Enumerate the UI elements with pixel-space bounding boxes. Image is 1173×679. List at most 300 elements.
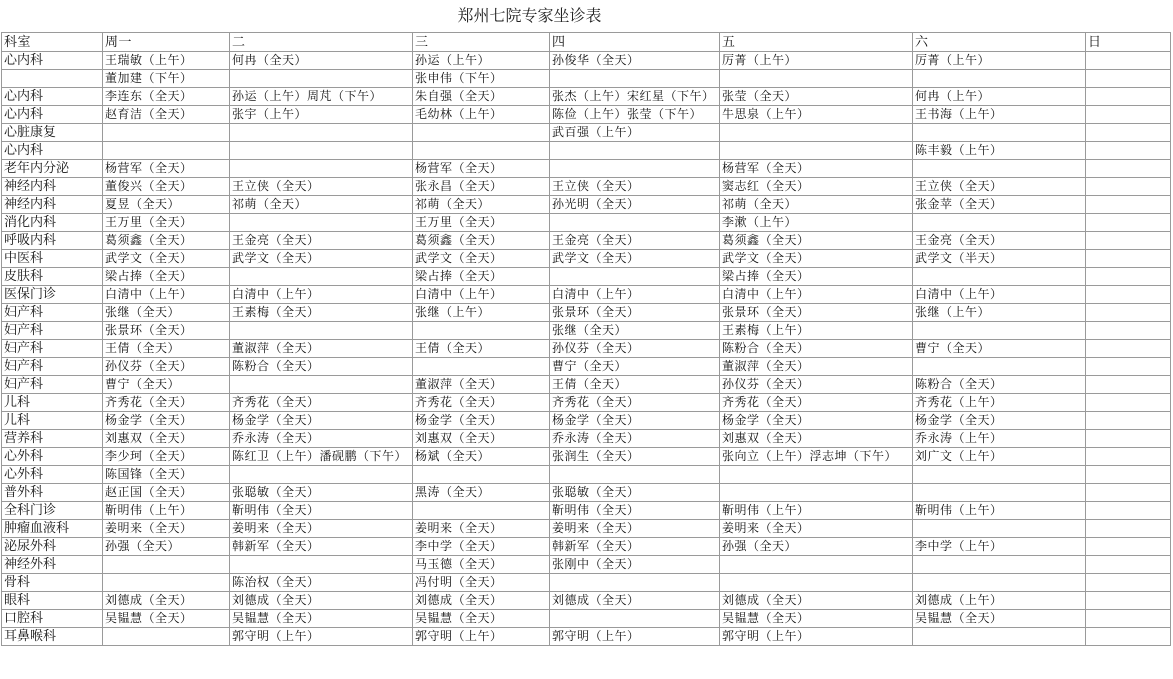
doctor-cell [1086,178,1171,196]
doctor-cell: 齐秀花（全天） [413,394,550,412]
doctor-cell [230,466,413,484]
doctor-cell: 张永昌（全天） [413,178,550,196]
doctor-cell: 王金亮（全天） [230,232,413,250]
doctor-cell [1086,52,1171,70]
doctor-cell: 陈治权（全天） [230,574,413,592]
doctor-cell [913,322,1086,340]
doctor-cell: 梁占捧（全天） [720,268,913,286]
doctor-cell: 白清中（上午） [720,286,913,304]
doctor-cell: 靳明伟（上午） [720,502,913,520]
table-row [2,304,1171,322]
department-cell [2,70,103,88]
doctor-cell [230,556,413,574]
department-cell: 心脏康复 [2,124,103,142]
table-row [2,286,1171,304]
doctor-cell [230,124,413,142]
table-row [2,250,1171,268]
doctor-cell: 王倩（全天） [550,376,720,394]
doctor-cell: 乔永涛（全天） [230,430,413,448]
doctor-cell [1086,520,1171,538]
doctor-cell [230,214,413,232]
doctor-cell [103,124,230,142]
doctor-cell [720,142,913,160]
doctor-cell: 杨金学（全天） [230,412,413,430]
department-cell: 耳鼻喉科 [2,628,103,646]
doctor-cell: 王立侠（全天） [550,178,720,196]
doctor-cell [1086,628,1171,646]
doctor-cell [1086,466,1171,484]
doctor-cell [913,70,1086,88]
doctor-cell: 姜明来（全天） [413,520,550,538]
doctor-cell: 张聪敏（全天） [550,484,720,502]
doctor-cell: 白清中（上午） [103,286,230,304]
doctor-cell: 刘德成（全天） [413,592,550,610]
doctor-cell: 杨金学（全天） [720,412,913,430]
department-cell: 泌尿外科 [2,538,103,556]
department-cell: 妇产科 [2,376,103,394]
doctor-cell [413,502,550,520]
doctor-cell: 靳明伟（上午） [913,502,1086,520]
doctor-cell: 姜明来（全天） [230,520,413,538]
doctor-cell: 刘广文（上午） [913,448,1086,466]
column-header: 日 [1086,33,1171,52]
department-cell: 神经内科 [2,196,103,214]
doctor-cell [550,214,720,232]
doctor-cell: 孙运（上午）周芃（下午） [230,88,413,106]
doctor-cell: 白清中（上午） [413,286,550,304]
doctor-cell [720,556,913,574]
doctor-cell [1086,160,1171,178]
doctor-cell [550,160,720,178]
doctor-cell: 杨金学（全天） [913,412,1086,430]
doctor-cell: 陈丰毅（上午） [913,142,1086,160]
doctor-cell: 王倩（全天） [413,340,550,358]
doctor-cell: 张景环（全天） [550,304,720,322]
doctor-cell: 祁萌（全天） [720,196,913,214]
table-row [2,520,1171,538]
doctor-cell: 刘惠双（全天） [103,430,230,448]
column-header: 五 [720,33,913,52]
doctor-cell: 杨斌（全天） [413,448,550,466]
doctor-cell [1086,142,1171,160]
doctor-cell [1086,106,1171,124]
doctor-cell [230,268,413,286]
doctor-cell [1086,88,1171,106]
doctor-cell [103,556,230,574]
doctor-cell [1086,610,1171,628]
doctor-cell [720,574,913,592]
table-row [2,502,1171,520]
doctor-cell: 张润生（全天） [550,448,720,466]
doctor-cell [230,322,413,340]
doctor-cell: 王万里（全天） [103,214,230,232]
doctor-cell: 杨金学（全天） [413,412,550,430]
column-header: 四 [550,33,720,52]
doctor-cell: 朱自强（全天） [413,88,550,106]
table-row [2,430,1171,448]
doctor-cell: 毛幼林（上午） [413,106,550,124]
table-row [2,574,1171,592]
doctor-cell: 祁萌（全天） [413,196,550,214]
doctor-cell: 夏昱（全天） [103,196,230,214]
doctor-cell [230,376,413,394]
table-row [2,556,1171,574]
doctor-cell: 姜明来（全天） [103,520,230,538]
doctor-cell: 陈粉合（全天） [720,340,913,358]
table-row [2,592,1171,610]
department-cell: 老年内分泌 [2,160,103,178]
department-cell: 心内科 [2,142,103,160]
doctor-cell: 吴韫慧（全天） [413,610,550,628]
table-row [2,538,1171,556]
table-row [2,70,1171,88]
doctor-cell: 韩新军（全天） [230,538,413,556]
doctor-cell [913,214,1086,232]
department-cell: 消化内科 [2,214,103,232]
doctor-cell: 王金亮（全天） [550,232,720,250]
table-row [2,376,1171,394]
doctor-cell: 李漱（上午） [720,214,913,232]
doctor-cell: 张景环（全天） [720,304,913,322]
table-row [2,142,1171,160]
doctor-cell [1086,304,1171,322]
doctor-cell: 齐秀花（全天） [720,394,913,412]
doctor-cell [1086,484,1171,502]
doctor-cell: 赵育洁（全天） [103,106,230,124]
doctor-cell: 祁萌（全天） [230,196,413,214]
doctor-cell [1086,412,1171,430]
doctor-cell [413,466,550,484]
page-title-text: 郑州七院专家坐诊表 [457,6,602,25]
doctor-cell [1086,286,1171,304]
doctor-cell: 孙仪芬（全天） [720,376,913,394]
doctor-cell: 董俊兴（全天） [103,178,230,196]
doctor-cell: 张继（上午） [913,304,1086,322]
doctor-cell: 吴韫慧（全天） [230,610,413,628]
department-cell: 妇产科 [2,304,103,322]
doctor-cell: 刘德成（上午） [913,592,1086,610]
doctor-cell: 刘惠双（全天） [720,430,913,448]
doctor-cell: 梁占捧（全天） [413,268,550,286]
doctor-cell: 杨营军（全天） [103,160,230,178]
doctor-cell [1086,70,1171,88]
department-cell: 骨科 [2,574,103,592]
doctor-cell [1086,556,1171,574]
doctor-cell: 冯付明（全天） [413,574,550,592]
doctor-cell: 张金苹（全天） [913,196,1086,214]
department-cell: 中医科 [2,250,103,268]
doctor-cell: 张宇（上午） [230,106,413,124]
doctor-cell [1086,232,1171,250]
doctor-cell [720,124,913,142]
doctor-cell: 武学文（全天） [550,250,720,268]
doctor-cell: 董淑萍（全天） [230,340,413,358]
doctor-cell: 郭守明（上午） [550,628,720,646]
doctor-cell [550,466,720,484]
doctor-cell: 葛须鑫（全天） [720,232,913,250]
doctor-cell: 刘德成（全天） [550,592,720,610]
doctor-cell: 张继（上午） [413,304,550,322]
doctor-cell: 齐秀花（全天） [230,394,413,412]
doctor-cell: 乔永涛（上午） [913,430,1086,448]
doctor-cell: 李连东（全天） [103,88,230,106]
doctor-cell: 孙强（全天） [720,538,913,556]
doctor-cell: 杨金学（全天） [103,412,230,430]
table-row [2,196,1171,214]
doctor-cell: 陈粉合（全天） [230,358,413,376]
table-row [2,340,1171,358]
department-cell: 皮肤科 [2,268,103,286]
department-cell: 呼吸内科 [2,232,103,250]
doctor-cell [550,574,720,592]
table-row [2,268,1171,286]
doctor-cell [1086,268,1171,286]
doctor-cell [1086,448,1171,466]
doctor-cell [550,142,720,160]
doctor-cell: 王书海（上午） [913,106,1086,124]
department-cell: 口腔科 [2,610,103,628]
doctor-cell: 厉菁（上午） [913,52,1086,70]
doctor-cell: 葛须鑫（全天） [413,232,550,250]
doctor-cell: 孙仪芬（全天） [103,358,230,376]
doctor-cell: 孙光明（全天） [550,196,720,214]
doctor-cell: 乔永涛（全天） [550,430,720,448]
doctor-cell [1086,376,1171,394]
doctor-cell [103,628,230,646]
doctor-cell: 董淑萍（全天） [413,376,550,394]
doctor-cell [1086,574,1171,592]
doctor-cell: 刘惠双（全天） [413,430,550,448]
doctor-cell: 葛须鑫（全天） [103,232,230,250]
doctor-cell: 白清中（上午） [550,286,720,304]
doctor-cell: 王倩（全天） [103,340,230,358]
doctor-cell: 王万里（全天） [413,214,550,232]
doctor-cell [913,574,1086,592]
department-cell: 妇产科 [2,340,103,358]
doctor-cell [1086,430,1171,448]
department-cell: 全科门诊 [2,502,103,520]
doctor-cell: 牛思泉（上午） [720,106,913,124]
doctor-cell: 刘德成（全天） [230,592,413,610]
department-cell: 肿瘤血液科 [2,520,103,538]
doctor-cell: 郭守明（上午） [720,628,913,646]
doctor-cell: 张杰（上午）宋红星（下午） [550,88,720,106]
department-cell: 儿科 [2,394,103,412]
doctor-cell: 齐秀花（全天） [550,394,720,412]
doctor-cell [1086,124,1171,142]
table-row [2,448,1171,466]
doctor-cell [230,142,413,160]
doctor-cell: 董加建（下午） [103,70,230,88]
doctor-cell [413,358,550,376]
doctor-cell: 吴韫慧（全天） [103,610,230,628]
doctor-cell: 张景环（全天） [103,322,230,340]
doctor-cell: 杨金学（全天） [550,412,720,430]
doctor-cell: 张刚中（全天） [550,556,720,574]
doctor-cell [550,70,720,88]
doctor-cell [1086,322,1171,340]
doctor-cell: 孙强（全天） [103,538,230,556]
header-row [2,33,1171,52]
department-cell: 心内科 [2,106,103,124]
doctor-cell: 马玉德（全天） [413,556,550,574]
doctor-cell: 张莹（全天） [720,88,913,106]
doctor-cell [1086,502,1171,520]
column-header: 科室 [2,33,103,52]
doctor-cell: 靳明伟（上午） [103,502,230,520]
doctor-cell: 姜明来（全天） [550,520,720,538]
doctor-cell: 李少珂（全天） [103,448,230,466]
department-cell: 心内科 [2,52,103,70]
doctor-cell: 张聪敏（全天） [230,484,413,502]
doctor-cell [913,556,1086,574]
doctor-cell [103,574,230,592]
doctor-cell [230,160,413,178]
doctor-cell: 陈粉合（全天） [913,376,1086,394]
schedule-body [2,33,1171,646]
doctor-cell: 陈国锋（全天） [103,466,230,484]
doctor-cell: 厉菁（上午） [720,52,913,70]
column-header: 周一 [103,33,230,52]
doctor-cell: 王立侠（全天） [913,178,1086,196]
doctor-cell: 窦志红（全天） [720,178,913,196]
department-cell: 心内科 [2,88,103,106]
table-row [2,484,1171,502]
doctor-cell: 孙俊华（全天） [550,52,720,70]
doctor-cell: 白清中（上午） [230,286,413,304]
doctor-cell: 陈红卫（上午）潘砚鹏（下午） [230,448,413,466]
table-row [2,88,1171,106]
doctor-cell: 姜明来（全天） [720,520,913,538]
doctor-cell: 曹宁（全天） [550,358,720,376]
doctor-cell: 张向立（上午）浮志坤（下午） [720,448,913,466]
column-header: 六 [913,33,1086,52]
doctor-cell [1086,358,1171,376]
doctor-cell: 刘德成（全天） [103,592,230,610]
doctor-cell: 曹宁（全天） [103,376,230,394]
doctor-cell: 李中学（上午） [913,538,1086,556]
doctor-cell [1086,196,1171,214]
doctor-cell [913,268,1086,286]
doctor-cell: 李中学（全天） [413,538,550,556]
doctor-cell: 张申伟（下午） [413,70,550,88]
doctor-cell: 王瑞敏（上午） [103,52,230,70]
doctor-cell: 董淑萍（全天） [720,358,913,376]
column-header: 三 [413,33,550,52]
doctor-cell [720,70,913,88]
page-title [0,0,1173,32]
doctor-cell [103,142,230,160]
table-row [2,610,1171,628]
table-row [2,628,1171,646]
doctor-cell: 张继（全天） [103,304,230,322]
doctor-cell: 孙仪芬（全天） [550,340,720,358]
column-header: 二 [230,33,413,52]
doctor-cell: 武学文（全天） [413,250,550,268]
doctor-cell: 梁占捧（全天） [103,268,230,286]
doctor-cell [913,628,1086,646]
doctor-cell [413,322,550,340]
doctor-cell [913,160,1086,178]
table-row [2,232,1171,250]
doctor-cell: 张继（全天） [550,322,720,340]
table-row [2,160,1171,178]
doctor-cell [913,358,1086,376]
department-cell: 儿科 [2,412,103,430]
doctor-cell [413,142,550,160]
doctor-cell [550,268,720,286]
doctor-cell: 王立侠（全天） [230,178,413,196]
doctor-cell [1086,592,1171,610]
department-cell: 心外科 [2,466,103,484]
doctor-cell [913,466,1086,484]
table-row [2,394,1171,412]
doctor-cell [1086,394,1171,412]
doctor-cell: 赵正国（全天） [103,484,230,502]
doctor-cell: 靳明伟（全天） [230,502,413,520]
doctor-cell: 何冉（全天） [230,52,413,70]
doctor-cell: 陈俭（上午）张莹（下午） [550,106,720,124]
doctor-cell: 吴韫慧（全天） [913,610,1086,628]
doctor-cell: 武学文（全天） [103,250,230,268]
doctor-cell: 王素梅（上午） [720,322,913,340]
doctor-cell [1086,340,1171,358]
table-row [2,178,1171,196]
department-cell: 妇产科 [2,358,103,376]
doctor-cell: 刘德成（全天） [720,592,913,610]
table-row [2,358,1171,376]
doctor-cell: 郭守明（上午） [230,628,413,646]
table-row [2,124,1171,142]
doctor-cell: 韩新军（全天） [550,538,720,556]
doctor-cell: 王金亮（全天） [913,232,1086,250]
doctor-cell [720,466,913,484]
doctor-cell [550,610,720,628]
doctor-cell: 武百强（上午） [550,124,720,142]
table-row [2,466,1171,484]
department-cell: 心外科 [2,448,103,466]
doctor-cell [1086,538,1171,556]
department-cell: 神经内科 [2,178,103,196]
doctor-cell: 杨营军（全天） [413,160,550,178]
table-row [2,52,1171,70]
doctor-cell [913,520,1086,538]
doctor-cell [913,484,1086,502]
doctor-cell: 齐秀花（全天） [103,394,230,412]
department-cell: 营养科 [2,430,103,448]
department-cell: 普外科 [2,484,103,502]
doctor-cell: 白清中（上午） [913,286,1086,304]
table-row [2,412,1171,430]
doctor-cell: 王素梅（全天） [230,304,413,322]
doctor-cell [1086,214,1171,232]
doctor-cell: 靳明伟（全天） [550,502,720,520]
department-cell: 眼科 [2,592,103,610]
doctor-cell: 杨营军（全天） [720,160,913,178]
table-row [2,106,1171,124]
doctor-cell: 何冉（上午） [913,88,1086,106]
doctor-cell: 曹宁（全天） [913,340,1086,358]
doctor-cell [413,124,550,142]
table-row [2,214,1171,232]
doctor-cell: 吴韫慧（全天） [720,610,913,628]
table-row [2,322,1171,340]
doctor-cell: 郭守明（上午） [413,628,550,646]
doctor-cell: 黑涛（全天） [413,484,550,502]
doctor-cell [230,70,413,88]
doctor-cell: 孙运（上午） [413,52,550,70]
doctor-cell [1086,250,1171,268]
